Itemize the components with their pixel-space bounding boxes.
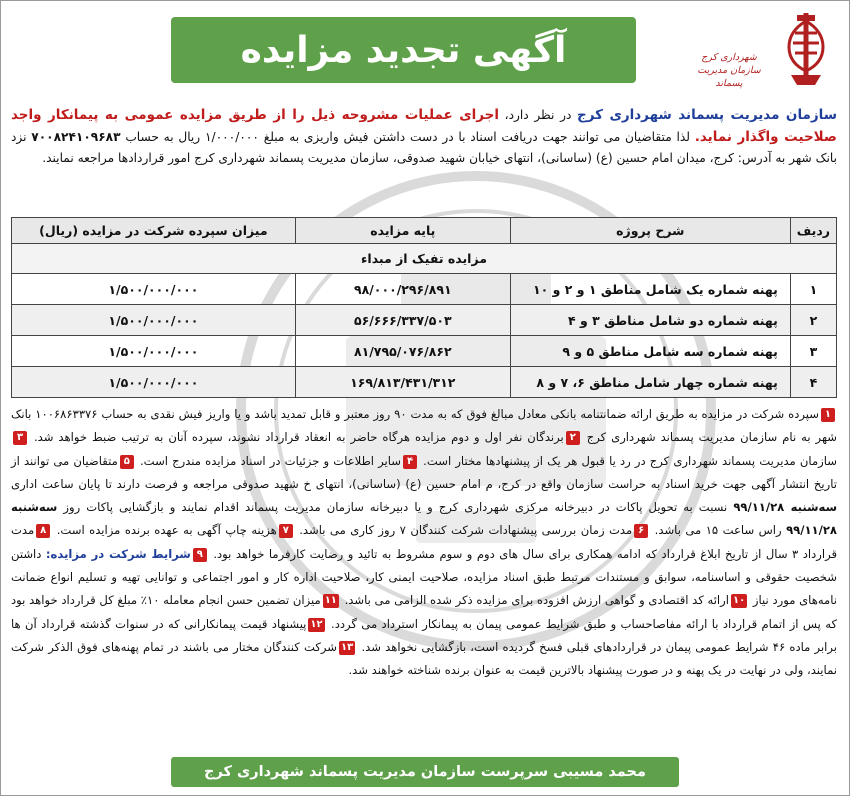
header (1, 1, 850, 101)
condition-number: ۱۲ (310, 618, 323, 630)
condition-number: ۱۳ (341, 641, 354, 653)
table-row (12, 336, 837, 367)
intro-text-1: در نظر دارد، (499, 108, 578, 122)
row-no: ۲ (790, 305, 836, 336)
condition-5-opening-date: سه‌شنبه ۹۹/۱۱/۲۸ (11, 500, 837, 538)
table-row (12, 274, 837, 305)
row-desc: پهنه شماره یک شامل مناطق ۱ و ۲ و ۱۰ (510, 274, 790, 305)
condition-12: پیشنهاد قیمت پیمانکارانی که در سنوات گذشته قرارداد آن ها برابر ماده ۴۶ شرایط عمومی پیمان در قراردادهای قبلی فسخ گردیده است، بازگشایی نخواهد شد. (11, 616, 838, 654)
condition-10: ارائه کد اقتصادی و گواهی ارزش افزوده برای مزایده ذکر شده الزامی می باشد. (344, 593, 729, 608)
condition-7: هزینه چاپ آگهی به عهده برنده مزایده است. (56, 523, 277, 538)
table-subheader-row (12, 244, 837, 274)
page-title: آگهی تجدید مزایده (240, 29, 567, 71)
condition-1: سپرده شرکت در مزایده به طریق ارائه ضمانتنامه بانکی معادل مبالغ فوق که به مدت ۹۰ روز معتبر و قابل تمدید باشد و یا واریز فیش نقدی به حساب ۱۰۰۶۸۶۳۳۷۶ بانک شهر به نام سازمان مدیریت پسماند شهرداری کرج (11, 407, 837, 445)
header-desc: شرح پروژه (510, 218, 790, 244)
header-no: ردیف (790, 218, 836, 244)
intro-purpose: اجرای عملیات مشروحه ذیل را از طریق مزایده عمومی به پیمانکار واجد صلاحیت واگذار نماید. (11, 107, 837, 145)
intro-account-number: ۷۰۰۸۲۴۱۰۹۶۸۳ (31, 129, 121, 144)
row-desc: پهنه شماره سه شامل مناطق ۵ و ۹ (510, 336, 790, 367)
auction-table (11, 217, 837, 398)
condition-4: سایر اطلاعات و جزئیات در اسناد مزایده مندرج است. (140, 453, 402, 468)
municipality-emblem-icon (781, 11, 831, 87)
table-header-row (12, 218, 837, 244)
condition-number: ۵ (120, 455, 134, 469)
condition-number: ۶ (634, 524, 648, 538)
condition-number: ۹ (193, 548, 207, 562)
condition-number: ۴ (403, 455, 417, 469)
row-no: ۱ (790, 274, 836, 305)
condition-number: ۱۱ (324, 595, 337, 607)
header-deposit: میزان سپرده شرکت در مزایده (ریال) (12, 218, 296, 244)
table-row (12, 305, 837, 336)
condition-5-deadline: سه‌شنبه ۹۹/۱۱/۲۸ (733, 500, 837, 515)
intro-text-3: نزد بانک شهر به آدرس: کرج، میدان امام حسین (ع) (ساسانی)، انتهای خیابان شهید صدوقی، سازمان مدیریت پسماند شهرداری کرج امور قراردادها مراجعه نمایند. (11, 129, 837, 165)
condition-6: مدت زمان بررسی پیشنهادات شرکت کنندگان ۷ روز کاری می باشد. (299, 523, 633, 538)
row-deposit: ۱/۵۰۰/۰۰۰/۰۰۰ (12, 336, 296, 367)
table-subheader: مزایده تفیک از مبداء (12, 244, 837, 274)
condition-5c: راس ساعت ۱۵ می باشد. (654, 523, 787, 538)
logo-text (683, 51, 775, 90)
condition-8: مدت قرارداد ۳ سال از تاریخ ابلاغ قرارداد که ادامه همکاری برای سال های دوم و سوم مشروط به تائید و رضایت کارفرما خواهد بود. (11, 523, 838, 561)
condition-number: ۷ (279, 524, 293, 538)
conditions-text (11, 403, 837, 683)
title-banner (171, 17, 636, 83)
condition-2: برندگان نفر اول و دوم مزایده هرگاه حاضر به انعقاد قرارداد نشوند، سپرده آنان به ترتیب ضبط خواهد شد. (33, 430, 564, 445)
intro-text-2: لذا متقاضیان می توانند جهت دریافت اسناد با در دست داشتن فیش واریزی به مبلغ ۱/۰۰۰/۰۰۰ ریال به حساب (120, 129, 695, 144)
signature-banner (171, 757, 679, 787)
row-deposit: ۱/۵۰۰/۰۰۰/۰۰۰ (12, 274, 296, 305)
condition-5b: نسبت به تحویل پاکات در دبیرخانه مرکزی شهرداری کرج و یا دبیرخانه سازمان مدیریت پسماند اقدام نمایند و بازگشایی پاکات روز (57, 500, 734, 515)
condition-13: شرکت کنندگان مختار می باشند در تمام پهنه‌های فوق الذکر شرکت نمایند، ولی در نهایت در یک پهنه و در صورت پیشنهاد بالاترین قیمت به عنوان برنده شناخته خواهند شد. (11, 639, 837, 678)
table-row (12, 367, 837, 398)
condition-9-title: شرایط شرکت در مزایده: (45, 546, 191, 561)
header-base: پایه مزایده (295, 218, 510, 244)
intro-organization: سازمان مدیریت پسماند شهرداری کرج (577, 107, 837, 123)
condition-9: داشتن شخصیت حقوقی و اساسنامه، سوابق و مستندات مرتبط طبق اسناد مزایده، صلاحیت ایمنی کار، صلاحیت اداره کار و امور اجتماعی و توانایی تهیه و تسلیم انواع ضمانت نامه‌های مورد نیاز (11, 546, 838, 608)
condition-11: میزان تضمین حسن انجام معامله ۱۰٪ مبلغ کل قرارداد خواهد بود که پس از اتمام قرارداد با ارائه مفاصاحساب و طبق شرایط عمومی پیمان به پیمانکار استرداد می گردد. (11, 593, 838, 631)
row-no: ۳ (790, 336, 836, 367)
condition-number: ۱ (821, 408, 835, 422)
row-base: ۱۶۹/۸۱۳/۴۳۱/۳۱۲ (295, 367, 510, 398)
condition-3: سازمان مدیریت پسماند شهرداری کرج در رد یا قبول هر یک از پیشنهادها مختار است. (423, 453, 838, 468)
signature-text: محمد مسیبی سرپرست سازمان مدیریت پسماند شهرداری کرج (204, 764, 646, 780)
row-base: ۹۸/۰۰۰/۲۹۶/۸۹۱ (295, 274, 510, 305)
row-desc: پهنه شماره دو شامل مناطق ۳ و ۴ (510, 305, 790, 336)
row-deposit: ۱/۵۰۰/۰۰۰/۰۰۰ (12, 367, 296, 398)
intro-paragraph (11, 105, 837, 170)
condition-number: ۲ (566, 431, 580, 445)
condition-number: ۳ (13, 431, 27, 445)
row-desc: پهنه شماره چهار شامل مناطق ۶، ۷ و ۸ (510, 367, 790, 398)
condition-5a: متقاضیان می توانند از تاریخ انتشار آگهی جهت خرید اسناد به حراست سازمان واقع در کرج، م امام حسین (ع) (ساسانی)، انتهای خ شهید صدوقی مراجعه و فرصت دارند تا پایان ساعت اداری (11, 453, 837, 491)
logo (681, 7, 841, 93)
condition-number: ۸ (36, 524, 50, 538)
row-deposit: ۱/۵۰۰/۰۰۰/۰۰۰ (12, 305, 296, 336)
logo-line-2: سازمان مدیریت پسماند (697, 65, 761, 89)
condition-number: ۱۰ (732, 595, 746, 607)
row-base: ۵۶/۶۶۶/۳۳۷/۵۰۳ (295, 305, 510, 336)
row-no: ۴ (790, 367, 836, 398)
row-base: ۸۱/۷۹۵/۰۷۶/۸۶۲ (295, 336, 510, 367)
logo-line-1: شهرداری کرج (701, 52, 757, 63)
